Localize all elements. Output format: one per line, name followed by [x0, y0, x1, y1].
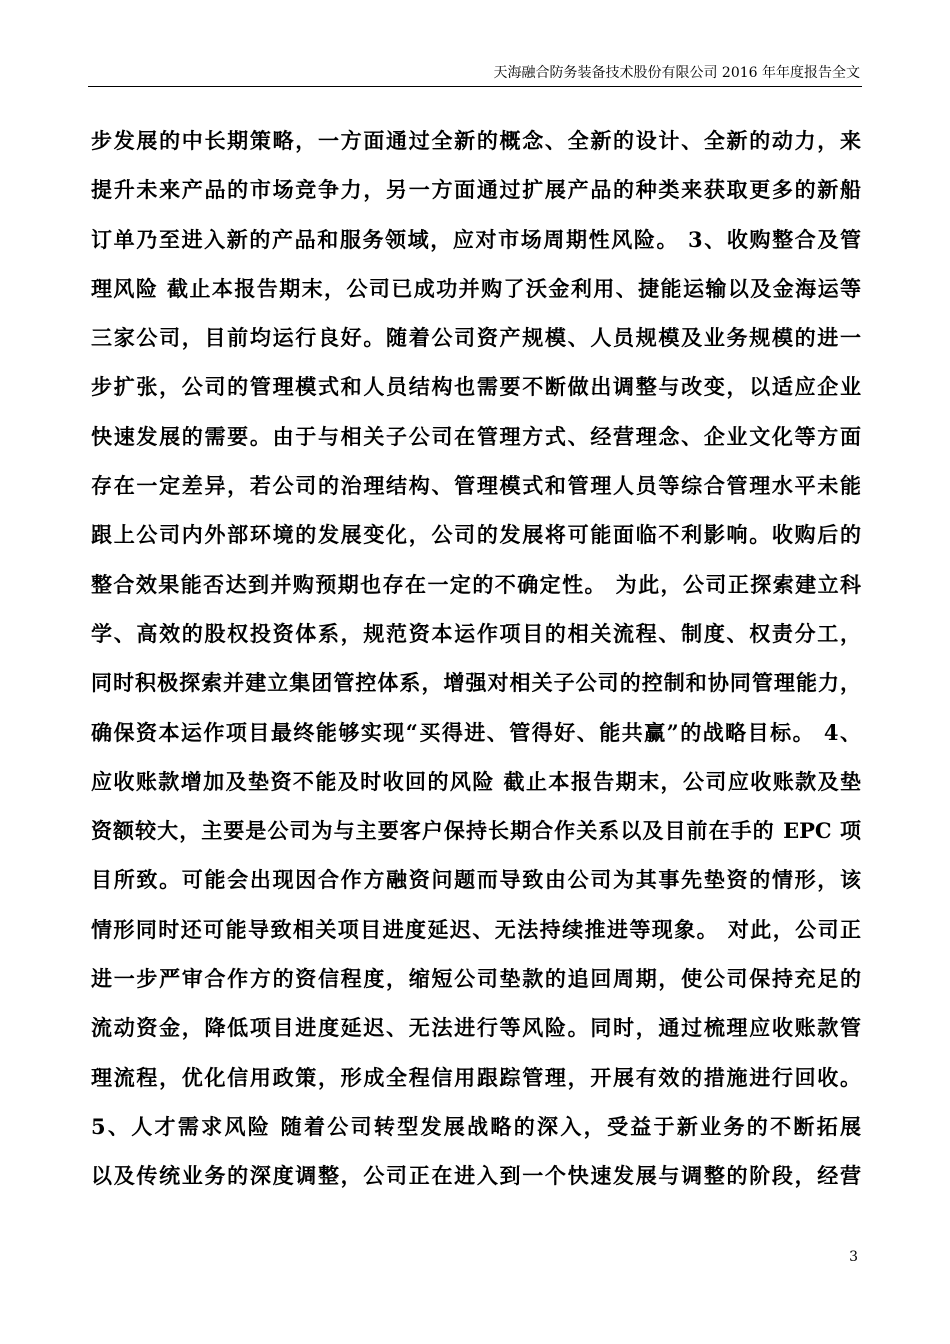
body-line: 同时积极探索并建立集团管控体系，增强对相关子公司的控制和协同管理能力，: [91, 670, 861, 696]
body-line: 目所致。可能会出现因合作方融资问题而导致由公司为其事先垫资的情形，该: [91, 867, 861, 893]
body-line: 步扩张，公司的管理模式和人员结构也需要不断做出调整与改变，以适应企业: [91, 374, 861, 400]
body-line: 资额较大，主要是公司为与主要客户保持长期合作关系以及目前在手的 EPC 项: [91, 818, 861, 844]
body-line: 理风险 截止本报告期末，公司已成功并购了沃金利用、捷能运输以及金海运等: [91, 275, 861, 301]
body-line: 整合效果能否达到并购预期也存在一定的不确定性。 为此，公司正探索建立科: [91, 571, 861, 597]
body-line: 应收账款增加及垫资不能及时收回的风险 截止本报告期末，公司应收账款及垫: [91, 768, 861, 794]
body-line: 理流程，优化信用政策，形成全程信用跟踪管理，开展有效的措施进行回收。: [91, 1064, 861, 1090]
body-line: 流动资金，降低项目进度延迟、无法进行等风险。同时，通过梳理应收账款管: [91, 1015, 861, 1041]
body-line: 以及传统业务的深度调整，公司正在进入到一个快速发展与调整的阶段，经营: [91, 1163, 861, 1189]
body-line: 提升未来产品的市场竞争力，另一方面通过扩展产品的种类来获取更多的新船: [91, 177, 861, 203]
body-line: 进一步严审合作方的资信程度，缩短公司垫款的追回周期，使公司保持充足的: [91, 966, 861, 992]
body-text: [91, 119, 861, 1204]
body-line: 步发展的中长期策略，一方面通过全新的概念、全新的设计、全新的动力，来: [91, 128, 861, 153]
body-line: 跟上公司内外部环境的发展变化，公司的发展将可能面临不利影响。收购后的: [91, 522, 861, 548]
header-rule: [88, 86, 862, 87]
body-line: 情形同时还可能导致相关项目进度延迟、无法持续推进等现象。 对此，公司正: [91, 916, 861, 942]
page-number: 3: [849, 1249, 858, 1265]
body-line: 订单乃至进入新的产品和服务领域，应对市场周期性风险。 3、收购整合及管: [91, 226, 861, 252]
body-line: 5、人才需求风险 随着公司转型发展战略的深入，受益于新业务的不断拓展: [91, 1113, 861, 1139]
body-line: 存在一定差异，若公司的治理结构、管理模式和管理人员等综合管理水平未能: [91, 473, 861, 499]
header-title: 天海融合防务装备技术股份有限公司 2016 年年度报告全文: [493, 65, 860, 81]
body-line: 确保资本运作项目最终能够实现“买得进、管得好、能共赢”的战略目标。 4、: [91, 719, 861, 745]
body-line: 三家公司，目前均运行良好。随着公司资产规模、人员规模及业务规模的进一: [91, 325, 861, 351]
body-line: 学、高效的股权投资体系，规范资本运作项目的相关流程、制度、权责分工，: [91, 620, 861, 646]
body-line: 快速发展的需要。由于与相关子公司在管理方式、经营理念、企业文化等方面: [91, 423, 861, 449]
